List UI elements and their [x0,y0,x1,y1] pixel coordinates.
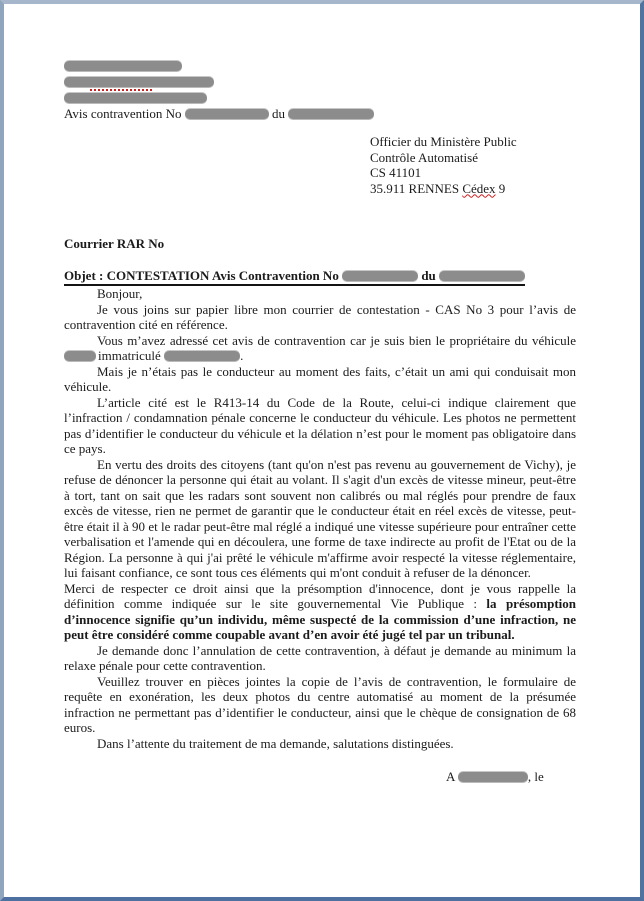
recipient-cedex-number: 9 [498,180,506,196]
redacted-sender-city [64,90,576,106]
salutation: Bonjour, [97,286,143,301]
redacted-plate-number [164,351,240,361]
paragraph-annulation: Je demande donc l’annulation de cette contravention, à défaut je demande au minimum la relaxe pénale pour cette contravention. [64,642,576,673]
presomption-definition-bold: la présomption d’innocence signifie qu’un individu, même suspecté de la commission d’une infraction, ne peut être considéré comme coupable avant d’en avoir été jugé tel par un tribunal. [64,596,577,642]
spellcheck-squiggle [90,89,152,91]
recipient-city: 35.911 RENNES [370,180,460,196]
sender-address-block [64,58,576,122]
recipient-line [370,181,576,197]
recipient-address-block [370,134,576,196]
redacted-sender-name [64,58,576,74]
sentence-period: . [240,348,244,363]
recipient-line: Officier du Ministère Public [370,134,517,149]
objet-du: du [421,267,436,283]
paragraph-proprietaire-text: Vous m’avez adressé cet avis de contravention car je suis bien le propriétaire du véhicule [97,332,576,348]
redaction-bar [64,61,182,71]
paragraph-salutations: Dans l’attente du traitement de ma demande, salutations distinguées. [97,735,454,751]
redacted-vehicle-brand [64,351,96,361]
paragraph-contestation: Je vous joins sur papier libre mon courrier de contestation - CAS No 3 pour l’avis de contravention cité en référence. [64,301,576,332]
objet-line [64,268,576,287]
recipient-line: CS 41101 [370,165,422,180]
objet-underlined-content [64,268,525,287]
avis-reference-du: du [271,106,285,121]
redacted-avis-date [288,109,374,119]
avis-reference-label: Avis contravention No [64,106,182,121]
recipient-line: Contrôle Automatisé [370,149,478,165]
signature-a: A [446,769,455,784]
letter-content [4,4,640,785]
avis-reference-line [64,106,576,122]
redacted-sender-street [64,74,576,90]
paragraph-presomption [64,581,576,643]
courrier-rar-line: Courrier RAR No [64,236,165,251]
redacted-objet-date [439,271,525,281]
redacted-signature-place [458,772,528,782]
redaction-bar [64,93,207,103]
redacted-objet-number [342,271,418,281]
redaction-bar [64,77,214,87]
paragraph-proprietaire [64,333,576,364]
signature-le: , le [527,769,544,784]
objet-label: Objet : CONTESTATION Avis Contravention No [64,267,339,283]
paragraph-pieces-jointes: Veuillez trouver en pièces jointes la copie de l’avis de contravention, le formulaire de requête en exonération, les deux photos du centre automatisé au moment de la présumée infraction ne permettant pas d’identifier le conducteur, ainsi que le chèque de consignation de 68 euros. [64,673,576,735]
paragraph-conducteur: Mais je n’étais pas le conducteur au moment des faits, c’était un ami qui conduisait mon véhicule. [64,363,576,394]
presomption-intro: Merci de respecter ce droit ainsi que la présomption d'innocence, dont je vous rappelle la définition comme indiquée sur le site gouvernemental Vie Publique : [64,580,576,611]
paragraph-article: L’article cité est le R413-14 du Code de la Route, celui-ci indique clairement que l’infraction / condamnation pénale concerne le conducteur du véhicule. Les photos ne permettent pas d’identifier le conducteur du véhicule et la délation n’est pour le moment pas obligatoire dans ce pays. [64,394,576,456]
immatricule-label: immatriculé [98,348,161,363]
recipient-cedex: Cédex [462,180,496,196]
paragraph-vichy: En vertu des droits des citoyens (tant qu'on n'est pas revenu au gouvernement de Vichy), je refuse de dénoncer la personne qui était au volant. Il s'agit d'un excès de vitesse mineur, peut-être à tort, tant on sait que les radars sont souvent non calibrés ou mal réglés pour prendre de faux excès de vitesse, rien ne permet de garantir que le conducteur était en réel excès de vitesse, peut-être était il à 90 et le radar peut-être mal réglé a indiqué une vitesse supérieure pour entraîner cette verbalisation et l'amende qui en découlera, une forme de taxe indirecte au profit de l'Etat ou de la Région. La personne à qui j'ai prêté le véhicule m'affirme avoir respecté la vitesse réglementaire, lui faisant confiance, ce sont tous ces éléments qui m'ont conduit à refuser de la dénoncer. [64,456,576,580]
signature-place-date-line [446,769,576,785]
redacted-avis-number [185,109,269,119]
